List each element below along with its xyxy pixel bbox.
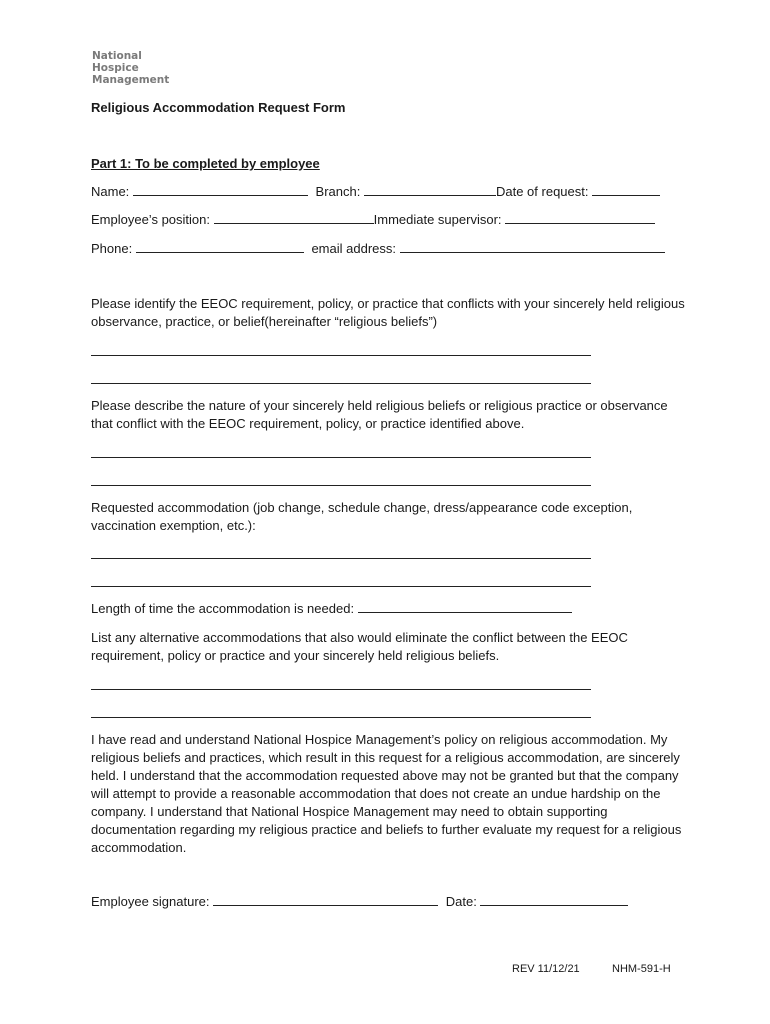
name-field[interactable]	[133, 184, 308, 196]
answer-line[interactable]	[91, 586, 591, 587]
answer-line[interactable]	[91, 717, 591, 718]
signature-date-field[interactable]	[480, 894, 628, 906]
form-title: Religious Accommodation Request Form	[91, 100, 346, 115]
accommodation-length-label: Length of time the accommodation is needed:	[91, 601, 355, 616]
phone-row	[91, 241, 665, 256]
name-label: Name:	[91, 184, 130, 199]
part-1-heading: Part 1: To be completed by employee	[91, 156, 320, 171]
answer-line[interactable]	[91, 457, 591, 458]
accommodation-length-row	[91, 601, 572, 616]
position-field[interactable]	[214, 212, 374, 224]
signature-field[interactable]	[213, 894, 438, 906]
form-number: NHM-591-H	[612, 963, 671, 975]
question-eeoc-conflict: Please identify the EEOC requirement, policy, or practice that conflicts with your sincerely held religious observance, practice, or belief(hereinafter “religious beliefs”)	[91, 296, 685, 329]
position-label: Employee’s position:	[91, 212, 210, 227]
answer-line[interactable]	[91, 689, 591, 690]
phone-field[interactable]	[136, 241, 304, 253]
accommodation-length-field[interactable]	[358, 601, 572, 613]
email-label: email address:	[311, 241, 396, 256]
company-logo	[92, 50, 169, 86]
revision-label: REV 11/12/21	[512, 963, 580, 975]
phone-label: Phone:	[91, 241, 133, 256]
supervisor-label: Immediate supervisor:	[373, 212, 502, 227]
branch-label: Branch:	[315, 184, 361, 199]
signature-label: Employee signature:	[91, 894, 210, 909]
signature-row	[91, 894, 628, 909]
date-of-request-field[interactable]	[592, 184, 660, 196]
signature-date-label: Date:	[445, 894, 477, 909]
date-of-request-label: Date of request:	[495, 184, 589, 199]
name-row	[91, 184, 660, 199]
answer-line[interactable]	[91, 558, 591, 559]
answer-line[interactable]	[91, 485, 591, 486]
answer-line[interactable]	[91, 355, 591, 356]
question-religious-beliefs: Please describe the nature of your sincerely held religious beliefs or religious practice or observance that conflict with the EEOC requirement, policy, or practice identified above.	[91, 398, 668, 431]
logo-line-1: National	[92, 50, 142, 62]
answer-line[interactable]	[91, 383, 591, 384]
acknowledgement-statement: I have read and understand National Hospice Management’s policy on religious accommodation. My religious beliefs and practices, which result in this request for a religious accommodation, are sincerely held. I understand that the accommodation requested above may not be granted but that the company will attempt to provide a reasonable accommodation that does not create an undue hardship on the company. I understand that National Hospice Management may need to obtain supporting documentation regarding my religious practice and beliefs to further evaluate my request for a religious accommodation.	[91, 732, 682, 855]
branch-field[interactable]	[364, 184, 496, 196]
question-requested-accommodation: Requested accommodation (job change, schedule change, dress/appearance code exception, vaccination exemption, etc.):	[91, 500, 633, 533]
supervisor-field[interactable]	[505, 212, 655, 224]
position-row	[91, 212, 655, 227]
email-field[interactable]	[400, 241, 665, 253]
logo-line-2: Hospice	[92, 62, 139, 74]
question-alternative-accommodations: List any alternative accommodations that also would eliminate the conflict between the EEOC requirement, policy or practice and your sincerely held religious beliefs.	[91, 630, 628, 663]
logo-line-3: Management	[92, 74, 170, 86]
